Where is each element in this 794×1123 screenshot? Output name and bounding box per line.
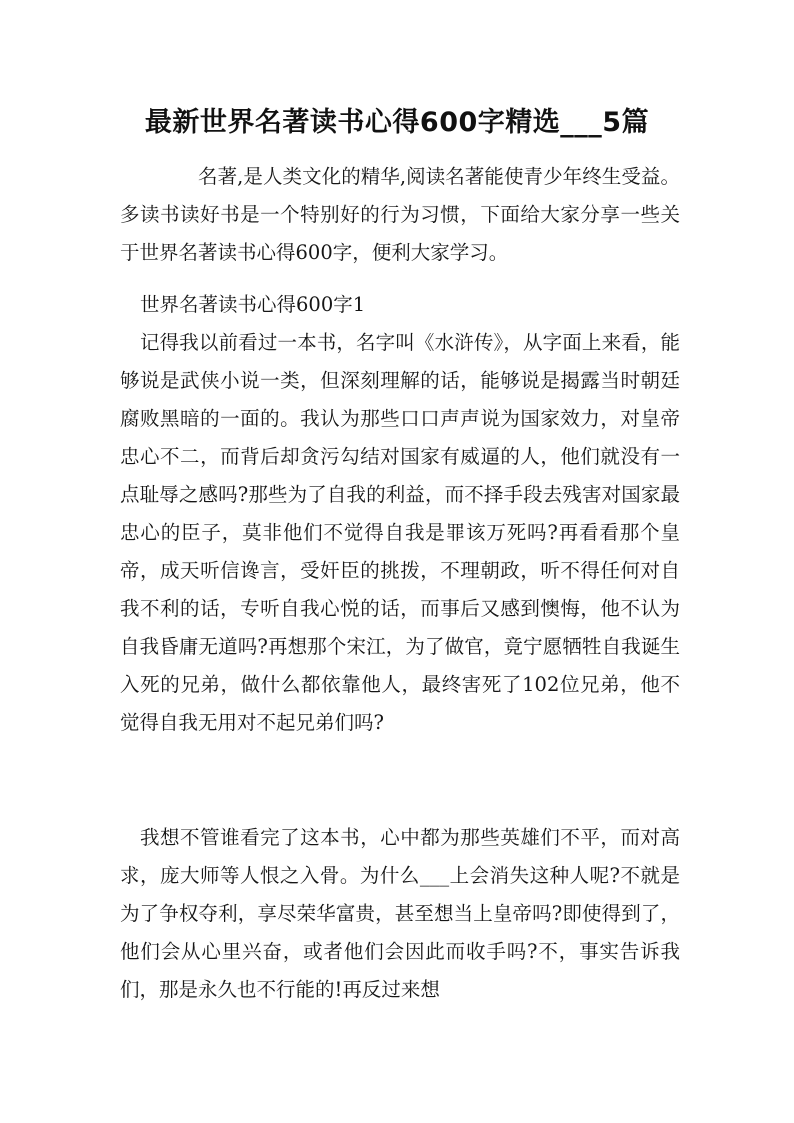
document-title: 最新世界名著读书心得600字精选___5篇 bbox=[144, 107, 650, 138]
body-paragraph-2: 我想不管谁看完了这本书，心中都为那些英雄们不平，而对高求，庞大师等人恨之入骨。为什么___上会消失这种人呢?不就是为了争权夺利，享尽荣华富贵，甚至想当上皇帝吗?即使得到了，他们会从心里兴奋，或者他们会因此而收手吗?不，事实告诉我们，那是永久也不行能的!再反过来想 bbox=[120, 826, 680, 1001]
section-heading: 世界名著读书心得600字1 bbox=[140, 293, 366, 316]
body-paragraph-1: 记得我以前看过一本书，名字叫《水浒传》，从字面上来看，能够说是武侠小说一类，但深刻理解的话，能够说是揭露当时朝廷腐败黑暗的一面的。我认为那些口口声声说为国家效力，对皇帝忠心不二，而背后却贪污勾结对国家有威逼的人，他们就没有一点耻辱之感吗?那些为了自我的利益，而不择手段去残害对国家最忠心的臣子，莫非他们不觉得自我是罪该万死吗?再看看那个皇帝，成天听信谗言，受奸臣的挑拨，不理朝政，听不得任何对自我不利的话，专听自我心悦的话，而事后又感到懊悔，他不认为自我昏庸无道吗?再想那个宋江，为了做官，竟宁愿牺牲自我诞生入死的兄弟，做什么都依靠他人，最终害死了102位兄弟，他不觉得自我无用对不起兄弟们吗? bbox=[120, 331, 680, 734]
intro-paragraph: 名著,是人类文化的精华,阅读名著能使青少年终生受益。多读书读好书是一个特别好的行为习惯，下面给大家分享一些关于世界名著读书心得600字，便利大家学习。 bbox=[120, 165, 680, 264]
